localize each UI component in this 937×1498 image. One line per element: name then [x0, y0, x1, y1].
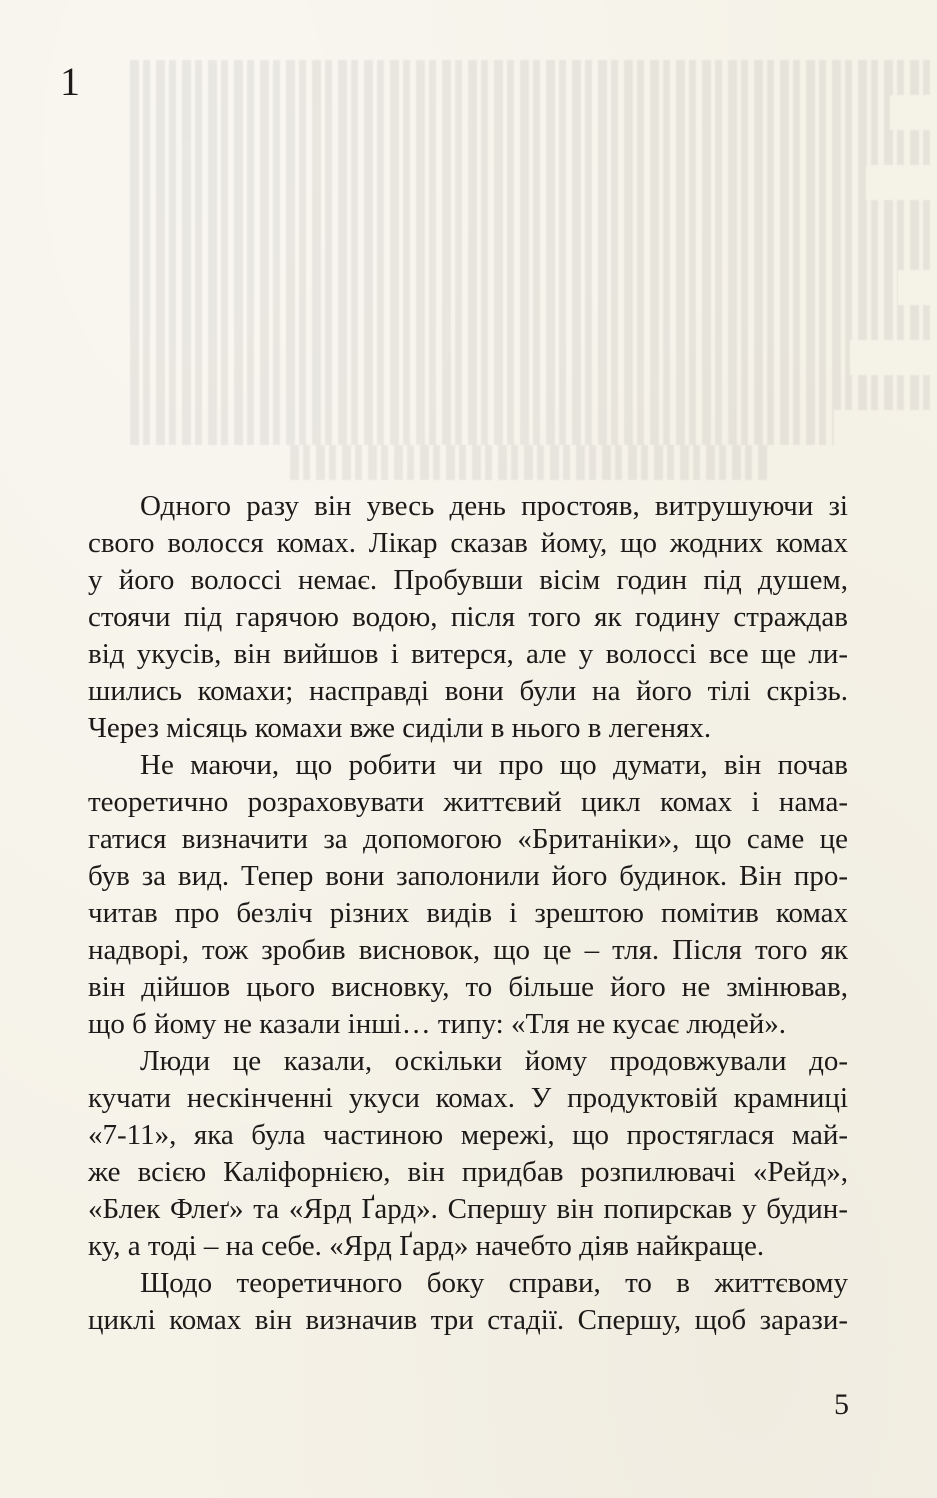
text-line: був за вид. Тепер вони заполонили його будинок. Він про-	[88, 860, 848, 892]
text-line: циклі комах він визначив три стадії. Спершу, щоб зарази-	[88, 1304, 848, 1336]
text-line: читав про безліч різних видів і зрештою помітив комах	[88, 897, 848, 929]
text-line: ку, а тоді – на себе. «Ярд Ґард» начебто діяв найкраще.	[88, 1230, 765, 1262]
text-line: свого волосся комах. Лікар сказав йому, що жодних комах	[88, 527, 848, 559]
paragraph-1	[88, 488, 848, 747]
chapter-number: 1	[60, 59, 80, 104]
text-line: Одного разу він увесь день простояв, витрушуючи зі	[140, 490, 848, 522]
text-line: стоячи під гарячою водою, після того як годину страждав	[88, 601, 848, 633]
text-line: від укусів, він вийшов і витерся, але у волоссі все ще ли-	[88, 638, 848, 670]
text-line: кучати нескінченні укуси комах. У продуктовій крамниці	[88, 1082, 848, 1114]
text-line: Через місяць комахи вже сиділи в нього в легенях.	[88, 712, 712, 744]
text-line: Люди це казали, оскільки йому продовжували до-	[140, 1045, 848, 1077]
text-line: «Блек Флеґ» та «Ярд Ґард». Спершу він попирскав у будин-	[88, 1193, 848, 1225]
paragraph-3	[88, 1043, 848, 1265]
text-line: гатися визначити за допомогою «Британіки», що саме це	[88, 823, 848, 855]
text-line: «7-11», яка була частиною мережі, що простяглася май-	[88, 1119, 848, 1151]
text-line: що б йому не казали інші… типу: «Тля не кусає людей».	[88, 1008, 786, 1040]
paragraph-4	[88, 1265, 848, 1339]
text-line: він дійшов цього висновку, то більше його не змінював,	[88, 971, 848, 1003]
text-line: теоретично розраховувати життєвий цикл комах і нама-	[88, 786, 848, 818]
text-line: Щодо теоретичного боку справи, то в життєвому	[140, 1267, 848, 1299]
show-through-text	[130, 60, 930, 480]
text-line: Не маючи, що робити чи про що думати, він почав	[140, 749, 848, 781]
page-number: 5	[834, 1388, 849, 1421]
text-line: у його волоссі немає. Пробувши вісім годин під душем,	[88, 564, 848, 596]
text-line: же всією Каліфорнією, він придбав розпилювачі «Рейд»,	[88, 1156, 848, 1188]
paragraph-2	[88, 747, 848, 1043]
body-text	[88, 488, 848, 1339]
text-line: шились комахи; насправді вони були на його тілі скрізь.	[88, 675, 848, 707]
text-line: надворі, тож зробив висновок, що це – тля. Після того як	[88, 934, 848, 966]
